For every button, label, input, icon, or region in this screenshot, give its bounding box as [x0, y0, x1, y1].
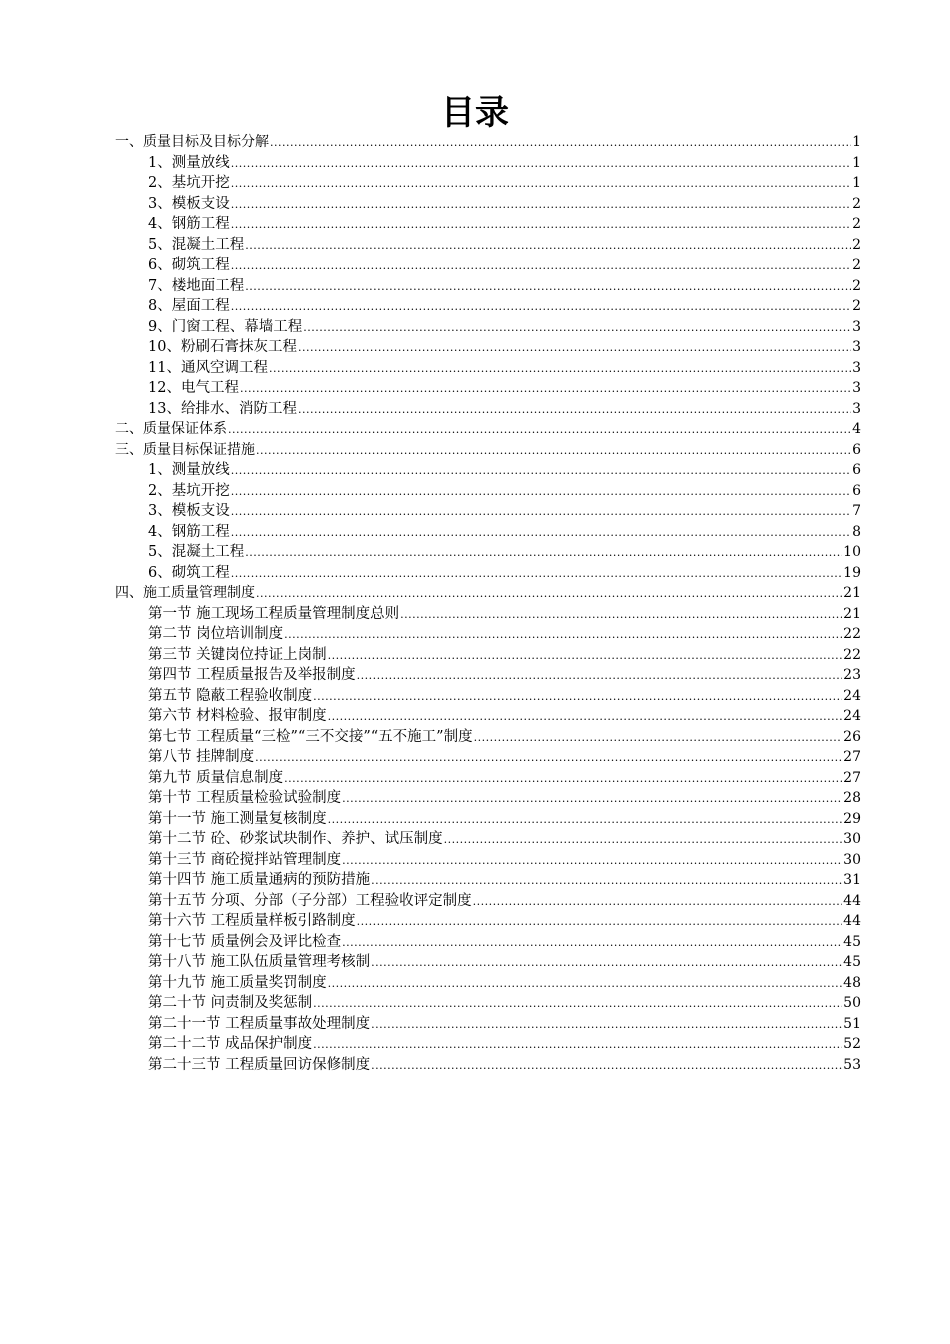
toc-entry-label: 第二十节 问责制及奖惩制	[148, 995, 313, 1011]
toc-subsection-entry[interactable]	[115, 276, 861, 297]
toc-entry-label: 8、屋面工程	[148, 298, 230, 314]
toc-entry-label: 第二节 岗位培训制度	[148, 626, 284, 642]
toc-page-number: 3	[852, 380, 861, 396]
toc-entry-label: 7、楼地面工程	[148, 277, 245, 294]
toc-entry-label: 1、测量放线	[148, 154, 230, 171]
toc-page-number: 29	[843, 810, 861, 827]
toc-page-number: 27	[843, 769, 861, 786]
toc-subsection-entry[interactable]	[115, 317, 861, 338]
toc-page-number: 53	[843, 1056, 861, 1073]
toc-page-number: 2	[852, 195, 861, 212]
toc-page-number: 22	[843, 646, 861, 663]
toc-entry-label: 4、钢筋工程	[148, 523, 230, 540]
toc-subsection-entry[interactable]	[115, 358, 861, 379]
toc-dot-leader	[231, 461, 851, 482]
toc-page-number: 10	[843, 544, 861, 560]
toc-subsection-entry[interactable]	[115, 993, 861, 1014]
toc-subsection-entry[interactable]	[115, 850, 861, 871]
toc-dot-leader	[298, 338, 851, 359]
toc-subsection-entry[interactable]	[115, 645, 861, 666]
toc-subsection-entry[interactable]	[115, 235, 861, 256]
toc-section-entry[interactable]	[115, 419, 861, 440]
toc-entry-label: 第四节 工程质量报告及举报制度	[148, 667, 356, 683]
toc-dot-leader	[231, 502, 851, 523]
toc-subsection-entry[interactable]	[115, 542, 861, 563]
toc-entry-label: 第十五节 分项、分部（子分部）工程验收评定制度	[148, 892, 472, 909]
toc-entry-label: 6、砌筑工程	[148, 257, 230, 273]
toc-dot-leader	[231, 174, 851, 195]
toc-entry-label: 第七节 工程质量“三检”“三不交接”“五不施工”制度	[148, 728, 473, 745]
toc-page-number: 6	[852, 482, 861, 499]
toc-entry-label: 4、钢筋工程	[148, 216, 230, 232]
toc-page-number: 1	[852, 134, 861, 150]
toc-entry-label: 第十三节 商砼搅拌站管理制度	[148, 851, 342, 868]
toc-page-number: 51	[843, 1015, 861, 1032]
toc-subsection-entry[interactable]	[115, 481, 861, 502]
toc-page-number: 3	[852, 339, 861, 355]
toc-dot-leader	[231, 256, 851, 277]
toc-entry-label: 第十九节 施工质量奖罚制度	[148, 974, 327, 991]
toc-page-number: 1	[852, 175, 861, 191]
toc-page-number: 52	[843, 1036, 861, 1052]
toc-dot-leader	[328, 646, 843, 667]
toc-page-number: 2	[852, 298, 861, 314]
toc-dot-leader	[342, 851, 842, 872]
toc-dot-leader	[256, 584, 842, 605]
toc-page-number: 1	[852, 154, 861, 171]
toc-subsection-entry[interactable]	[115, 891, 861, 912]
toc-page-number: 21	[843, 605, 861, 622]
toc-subsection-entry[interactable]	[115, 255, 861, 276]
toc-dot-leader	[231, 297, 851, 318]
toc-page-number: 2	[852, 277, 861, 294]
toc-page-number: 7	[852, 503, 861, 519]
toc-subsection-entry[interactable]	[115, 870, 861, 891]
toc-entry-label: 第十七节 质量例会及评比检查	[148, 933, 342, 950]
toc-dot-leader	[231, 195, 851, 216]
toc-page-number: 44	[843, 913, 861, 929]
toc-page-number: 24	[843, 687, 861, 704]
toc-entry-label: 13、给排水、消防工程	[148, 400, 297, 417]
toc-subsection-entry[interactable]	[115, 829, 861, 850]
toc-subsection-entry[interactable]	[115, 194, 861, 215]
toc-dot-leader	[298, 400, 851, 421]
toc-subsection-entry[interactable]	[115, 665, 861, 686]
toc-subsection-entry[interactable]	[115, 788, 861, 809]
toc-dot-leader	[313, 994, 842, 1015]
toc-dot-leader	[371, 953, 842, 974]
toc-entry-label: 第二十一节 工程质量事故处理制度	[148, 1015, 371, 1032]
toc-entry-label: 第二十三节 工程质量回访保修制度	[148, 1056, 371, 1073]
toc-dot-leader	[400, 605, 842, 626]
table-of-contents	[115, 132, 861, 1075]
toc-dot-leader	[444, 830, 843, 851]
toc-entry-label: 11、通风空调工程	[148, 359, 268, 376]
toc-page-number: 27	[843, 749, 861, 765]
toc-entry-label: 10、粉刷石膏抹灰工程	[148, 339, 297, 355]
toc-entry-label: 5、混凝土工程	[148, 236, 245, 253]
toc-page-number: 23	[843, 667, 861, 683]
toc-page-number: 2	[852, 216, 861, 232]
toc-page-number: 3	[852, 318, 861, 335]
toc-dot-leader	[473, 892, 843, 913]
toc-page-number: 2	[852, 257, 861, 273]
toc-page-number: 45	[843, 933, 861, 950]
toc-dot-leader	[328, 707, 843, 728]
toc-subsection-entry[interactable]	[115, 973, 861, 994]
toc-dot-leader	[357, 912, 843, 933]
toc-dot-leader	[245, 236, 851, 257]
toc-dot-leader	[240, 379, 851, 400]
toc-entry-label: 5、混凝土工程	[148, 544, 245, 560]
toc-entry-label: 第三节 关键岗位持证上岗制	[148, 646, 327, 663]
toc-page-number: 6	[852, 441, 861, 458]
toc-subsection-entry[interactable]	[115, 214, 861, 235]
toc-dot-leader	[228, 420, 851, 441]
toc-page-number: 3	[852, 359, 861, 376]
toc-page-number: 45	[843, 954, 861, 970]
toc-dot-leader	[245, 543, 842, 564]
toc-page-number: 2	[852, 236, 861, 253]
toc-page-number: 26	[843, 728, 861, 745]
toc-dot-leader	[284, 625, 842, 646]
toc-subsection-entry[interactable]	[115, 932, 861, 953]
toc-section-entry[interactable]	[115, 132, 861, 153]
toc-entry-label: 3、模板支设	[148, 503, 230, 519]
toc-dot-leader	[284, 769, 842, 790]
toc-entry-label: 第二十二节 成品保护制度	[148, 1036, 313, 1052]
toc-dot-leader	[231, 564, 842, 585]
toc-entry-label: 6、砌筑工程	[148, 564, 230, 581]
toc-entry-label: 第一节 施工现场工程质量管理制度总则	[148, 605, 400, 622]
toc-subsection-entry[interactable]	[115, 706, 861, 727]
toc-section-entry[interactable]	[115, 440, 861, 461]
toc-subsection-entry[interactable]	[115, 624, 861, 645]
toc-subsection-entry[interactable]	[115, 952, 861, 973]
toc-dot-leader	[313, 1035, 842, 1056]
toc-dot-leader	[357, 666, 843, 687]
toc-subsection-entry[interactable]	[115, 337, 861, 358]
toc-subsection-entry[interactable]	[115, 1034, 861, 1055]
toc-page-number: 31	[843, 872, 861, 888]
toc-subsection-entry[interactable]	[115, 460, 861, 481]
toc-entry-label: 一、质量目标及目标分解	[115, 134, 269, 150]
toc-subsection-entry[interactable]	[115, 1055, 861, 1076]
toc-subsection-entry[interactable]	[115, 911, 861, 932]
toc-subsection-entry[interactable]	[115, 604, 861, 625]
toc-page-number: 22	[843, 626, 861, 642]
toc-entry-label: 12、电气工程	[148, 380, 239, 396]
toc-subsection-entry[interactable]	[115, 501, 861, 522]
toc-page-number: 8	[852, 523, 861, 540]
toc-page-number: 48	[843, 974, 861, 991]
toc-entry-label: 第十六节 工程质量样板引路制度	[148, 913, 356, 929]
toc-dot-leader	[474, 728, 843, 749]
toc-dot-leader	[256, 441, 851, 462]
toc-subsection-entry[interactable]	[115, 768, 861, 789]
toc-entry-label: 1、测量放线	[148, 462, 230, 478]
toc-page-number: 44	[843, 892, 861, 909]
toc-subsection-entry[interactable]	[115, 173, 861, 194]
toc-entry-label: 2、基坑开挖	[148, 175, 230, 191]
toc-entry-label: 三、质量目标保证措施	[115, 441, 255, 458]
toc-entry-label: 第十四节 施工质量通病的预防措施	[148, 872, 371, 888]
toc-entry-label: 第十八节 施工队伍质量管理考核制	[148, 954, 371, 970]
toc-subsection-entry[interactable]	[115, 153, 861, 174]
toc-dot-leader	[328, 974, 843, 995]
page-title: 目录	[441, 93, 509, 133]
toc-entry-label: 第九节 质量信息制度	[148, 769, 284, 786]
toc-entry-label: 二、质量保证体系	[115, 421, 227, 437]
toc-subsection-entry[interactable]	[115, 1014, 861, 1035]
toc-dot-leader	[342, 933, 842, 954]
toc-dot-leader	[371, 1056, 842, 1077]
toc-dot-leader	[231, 154, 851, 175]
toc-page-number: 4	[852, 421, 861, 437]
toc-dot-leader	[342, 789, 842, 810]
toc-subsection-entry[interactable]	[115, 809, 861, 830]
toc-page-number: 19	[843, 564, 861, 581]
toc-dot-leader	[231, 523, 851, 544]
toc-dot-leader	[371, 871, 842, 892]
toc-dot-leader	[371, 1015, 842, 1036]
toc-page-number: 21	[843, 585, 861, 601]
toc-dot-leader	[231, 215, 851, 236]
toc-subsection-entry[interactable]	[115, 686, 861, 707]
toc-entry-label: 第六节 材料检验、报审制度	[148, 708, 327, 724]
toc-page-number: 30	[843, 831, 861, 847]
toc-dot-leader	[231, 482, 851, 503]
toc-entry-label: 第十二节 砼、砂浆试块制作、养护、试压制度	[148, 831, 443, 847]
toc-entry-label: 第五节 隐蔽工程验收制度	[148, 687, 313, 704]
toc-dot-leader	[269, 359, 851, 380]
toc-dot-leader	[328, 810, 843, 831]
toc-page-number: 3	[852, 400, 861, 417]
toc-section-entry[interactable]	[115, 583, 861, 604]
toc-dot-leader	[313, 687, 842, 708]
toc-entry-label: 第八节 挂牌制度	[148, 749, 255, 765]
toc-page-number: 30	[843, 851, 861, 868]
toc-entry-label: 3、模板支设	[148, 195, 230, 212]
toc-subsection-entry[interactable]	[115, 522, 861, 543]
toc-subsection-entry[interactable]	[115, 727, 861, 748]
toc-entry-label: 第十一节 施工测量复核制度	[148, 810, 327, 827]
toc-dot-leader	[245, 277, 851, 298]
toc-page-number: 50	[843, 995, 861, 1011]
toc-page-number: 6	[852, 462, 861, 478]
toc-subsection-entry[interactable]	[115, 296, 861, 317]
toc-entry-label: 第十节 工程质量检验试验制度	[148, 790, 342, 806]
toc-dot-leader	[303, 318, 851, 339]
toc-entry-label: 9、门窗工程、幕墙工程	[148, 318, 303, 335]
toc-page-number: 24	[843, 708, 861, 724]
toc-entry-label: 2、基坑开挖	[148, 482, 230, 499]
toc-dot-leader	[270, 133, 851, 154]
toc-page-number: 28	[843, 790, 861, 806]
toc-dot-leader	[255, 748, 842, 769]
toc-subsection-entry[interactable]	[115, 747, 861, 768]
toc-entry-label: 四、施工质量管理制度	[115, 585, 255, 601]
toc-subsection-entry[interactable]	[115, 563, 861, 584]
toc-subsection-entry[interactable]	[115, 399, 861, 420]
toc-subsection-entry[interactable]	[115, 378, 861, 399]
